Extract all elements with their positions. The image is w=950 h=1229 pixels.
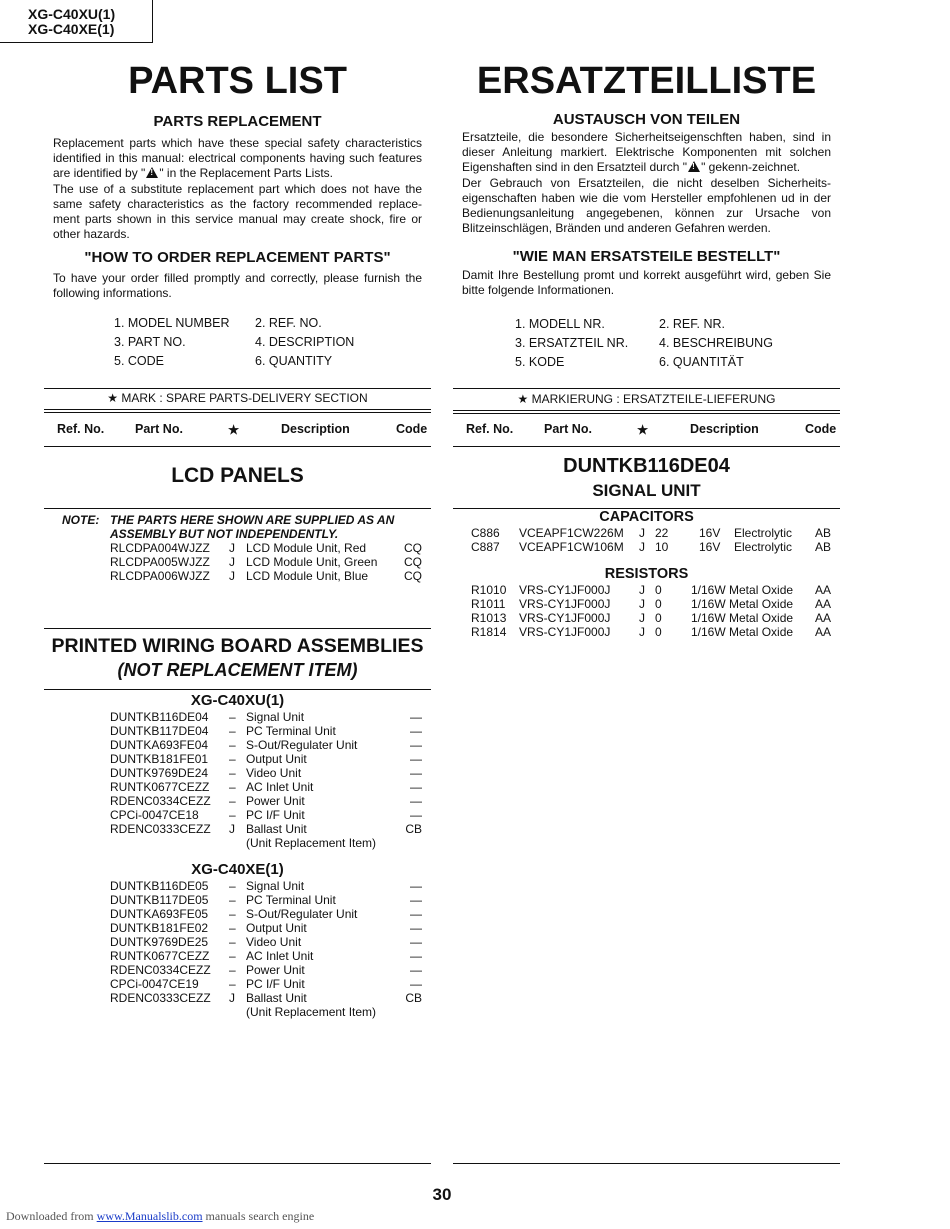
part-number: VCEAPF1CW106M xyxy=(519,540,624,554)
mark-column: – xyxy=(229,893,236,907)
description: Signal Unit xyxy=(246,879,305,893)
page-title-en: PARTS LIST xyxy=(128,60,347,102)
description: Power Unit xyxy=(246,963,305,977)
mark-column: – xyxy=(229,977,236,991)
mark-column: – xyxy=(229,963,236,977)
divider xyxy=(453,413,840,414)
mark-column: J xyxy=(229,555,235,569)
order-item: 4. BESCHREIBUNG xyxy=(659,336,773,350)
part-number: DUNTK9769DE25 xyxy=(110,935,209,949)
code: — xyxy=(410,780,422,794)
mark-column: – xyxy=(229,949,236,963)
austausch-p1-end: " gekenn-zeichnet. xyxy=(701,160,801,175)
part-number: DUNTKB181FE02 xyxy=(110,921,209,935)
description: 1/16W Metal Oxide xyxy=(691,583,794,597)
code: — xyxy=(410,921,422,935)
pwb-part-row xyxy=(44,893,431,907)
pwb-group-model-xu: XG-C40XU(1) xyxy=(190,692,285,709)
pwb-part-row xyxy=(44,949,431,963)
lcd-panels-title: LCD PANELS xyxy=(171,464,304,487)
pwb-part-row xyxy=(44,752,431,766)
wie-man-bestellt-text: Damit Ihre Bestellung promt und korrekt ausgeführt wird, geben Sie bitte folgende Informationen. xyxy=(462,268,831,298)
value: 0 xyxy=(655,611,662,625)
ersatzteile-mark-note: ★ MARKIERUNG : ERSATZTEILE-LIEFERUNG xyxy=(517,392,776,406)
part-number: DUNTKB117DE04 xyxy=(110,724,209,738)
mark-column: J xyxy=(639,540,645,554)
code: — xyxy=(410,949,422,963)
order-item: 2. REF. NO. xyxy=(255,316,322,330)
pwb-part-row xyxy=(44,794,431,808)
code: — xyxy=(410,738,422,752)
order-item: 1. MODELL NR. xyxy=(515,317,605,331)
bottom-rule-left xyxy=(44,1163,431,1164)
description: AC Inlet Unit xyxy=(246,780,314,794)
mark-column: – xyxy=(229,710,236,724)
pwb-part-row xyxy=(44,808,431,822)
lcd-note xyxy=(62,513,422,541)
model-number-box xyxy=(0,0,153,43)
divider xyxy=(453,446,840,447)
description: Power Unit xyxy=(246,794,305,808)
mark-column: – xyxy=(229,724,236,738)
part-number: RDENC0334CEZZ xyxy=(110,963,211,977)
code: AA xyxy=(814,611,831,625)
mark-column: J xyxy=(639,583,645,597)
description: AC Inlet Unit xyxy=(246,949,314,963)
order-item: 6. QUANTITÄT xyxy=(659,355,744,369)
pwb-part-row xyxy=(44,921,431,935)
part-number: DUNTKB116DE05 xyxy=(110,879,209,893)
mark-column: J xyxy=(229,541,235,555)
lcd-part-row xyxy=(44,569,431,583)
code: — xyxy=(410,766,422,780)
column-header-code: Code xyxy=(805,422,837,436)
pwb-part-row xyxy=(44,836,431,850)
mark-column: – xyxy=(229,935,236,949)
code: — xyxy=(410,752,422,766)
mark-column: – xyxy=(229,921,236,935)
parts-replacement-text xyxy=(53,136,422,242)
part-number: CPCi-0047CE18 xyxy=(110,808,199,822)
description: Output Unit xyxy=(246,752,307,766)
divider xyxy=(44,628,431,629)
part-number: VCEAPF1CW226M xyxy=(519,526,624,540)
divider xyxy=(44,409,431,410)
capacitor-row xyxy=(453,526,840,540)
pwb-parts-list-xe xyxy=(44,879,431,1019)
page-number: 30 xyxy=(432,1185,452,1204)
replacement-p1-end: " in the Replacement Parts Lists. xyxy=(159,166,333,181)
part-number: VRS-CY1JF000J xyxy=(519,597,611,611)
ref-number: C886 xyxy=(471,526,500,540)
signal-unit-part-number: DUNTKB116DE04 xyxy=(563,455,730,477)
spare-parts-mark-note: ★ MARK : SPARE PARTS-DELIVERY SECTION xyxy=(107,391,368,405)
ref-number: C887 xyxy=(471,540,500,554)
code: — xyxy=(410,879,422,893)
download-footer xyxy=(6,1209,314,1224)
divider xyxy=(44,388,431,389)
pwb-part-row xyxy=(44,766,431,780)
replacement-p2: The use of a substitute replacement part which does not have the same safety characteristics as the factory recommended replace-ment parts shown in this service manual may create shock, fire or other hazards. xyxy=(53,181,422,242)
resistor-row xyxy=(453,611,840,625)
pwb-part-row xyxy=(44,738,431,752)
description: PC Terminal Unit xyxy=(246,893,336,907)
mark-column: – xyxy=(229,738,236,752)
pwb-part-row xyxy=(44,907,431,921)
pwb-parts-list-xu xyxy=(44,710,431,850)
code: CQ xyxy=(404,555,422,569)
description: (Unit Replacement Item) xyxy=(246,836,377,850)
order-item: 3. ERSATZTEIL NR. xyxy=(515,336,629,350)
divider xyxy=(44,689,431,690)
pwb-part-row xyxy=(44,1005,431,1019)
ref-number: R1013 xyxy=(471,611,507,625)
lcd-part-row xyxy=(44,541,431,555)
order-item: 5. CODE xyxy=(114,354,165,368)
column-header-part: Part No. xyxy=(135,422,183,436)
resistor-row xyxy=(453,625,840,639)
column-header-row-de xyxy=(453,422,840,438)
mark-column: – xyxy=(229,752,236,766)
part-number: DUNTKA693FE05 xyxy=(110,907,209,921)
capacitors-list xyxy=(453,526,840,554)
part-number: VRS-CY1JF000J xyxy=(519,625,611,639)
part-number: RUNTK0677CEZZ xyxy=(110,949,210,963)
order-item: 1. MODEL NUMBER xyxy=(114,316,230,330)
code: CQ xyxy=(404,541,422,555)
lcd-part-row xyxy=(44,555,431,569)
austausch-heading: AUSTAUSCH VON TEILEN xyxy=(552,111,741,128)
divider xyxy=(44,412,431,413)
order-item: 3. PART NO. xyxy=(114,335,186,349)
mark-column: J xyxy=(229,822,235,836)
capacitors-heading: CAPACITORS xyxy=(599,509,694,525)
mark-column: – xyxy=(229,780,236,794)
pwb-part-row xyxy=(44,822,431,836)
code: — xyxy=(410,977,422,991)
description: (Unit Replacement Item) xyxy=(246,1005,377,1019)
part-number: CPCi-0047CE19 xyxy=(110,977,199,991)
order-info-list xyxy=(114,314,414,374)
code: CB xyxy=(405,991,422,1005)
part-number: DUNTK9769DE24 xyxy=(110,766,209,780)
column-header-star: ★ xyxy=(637,423,649,437)
manualslib-link[interactable]: www.Manualslib.com xyxy=(96,1209,203,1223)
mark-column: J xyxy=(639,526,645,540)
mark-column: – xyxy=(229,766,236,780)
capacitor-row xyxy=(453,540,840,554)
part-number: RUNTK0677CEZZ xyxy=(110,780,210,794)
column-header-ref: Ref. No. xyxy=(57,422,105,436)
description: LCD Module Unit, Green xyxy=(246,555,378,569)
austausch-p2: Der Gebrauch von Ersatzteilen, die nicht deselben Sicherheits-eigenschaften haben wie die vom Hersteller empfohlenen ud in der Bedienungsanleitung angegebenen, können zur Ursache von Blitzeinschlägen, Bränden und anderen Gefahren werden. xyxy=(462,175,831,236)
column-header-star: ★ xyxy=(228,423,240,437)
part-number: RDENC0334CEZZ xyxy=(110,794,211,808)
description: 1/16W Metal Oxide xyxy=(691,597,794,611)
part-number: RDENC0333CEZZ xyxy=(110,822,211,836)
voltage: 16V xyxy=(699,540,721,554)
code: CQ xyxy=(404,569,422,583)
pwb-part-row xyxy=(44,710,431,724)
code: — xyxy=(410,724,422,738)
description: Output Unit xyxy=(246,921,307,935)
column-header-ref: Ref. No. xyxy=(466,422,514,436)
value: 22 xyxy=(655,526,669,540)
resistor-row xyxy=(453,583,840,597)
austausch-p1-start: Ersatzteile, die besondere Sicherheitseigenschften haben, sind in dieser Anleitung markiert. Elektrische Komponenten mit solchen Eigenshaften sind in den Ersatzteil durch " xyxy=(462,130,831,175)
warning-triangle-icon xyxy=(146,167,158,178)
wie-man-bestellt-heading: "WIE MAN ERSATSTEILE BESTELLT" xyxy=(512,248,781,265)
mark-column: J xyxy=(639,625,645,639)
pwb-part-row xyxy=(44,963,431,977)
pwb-part-row xyxy=(44,935,431,949)
code: AB xyxy=(814,540,831,554)
pwb-part-row xyxy=(44,879,431,893)
description: S-Out/Regulater Unit xyxy=(246,907,358,921)
model-number-xe: XG-C40XE(1) xyxy=(28,21,115,37)
mark-column: – xyxy=(229,794,236,808)
pwb-part-row xyxy=(44,991,431,1005)
part-number: VRS-CY1JF000J xyxy=(519,611,611,625)
value: 0 xyxy=(655,597,662,611)
order-item: 2. REF. NR. xyxy=(659,317,725,331)
note-text-line2: ASSEMBLY BUT NOT INDEPENDENTLY. xyxy=(110,527,339,541)
code: AA xyxy=(814,583,831,597)
code: AA xyxy=(814,597,831,611)
description: LCD Module Unit, Blue xyxy=(246,569,369,583)
column-header-row xyxy=(44,422,431,438)
note-text-line1: THE PARTS HERE SHOWN ARE SUPPLIED AS AN xyxy=(110,513,395,527)
part-number: RLCDPA005WJZZ xyxy=(110,555,210,569)
mark-column: – xyxy=(229,907,236,921)
order-item: 5. KODE xyxy=(515,355,565,369)
description: Video Unit xyxy=(246,766,302,780)
page-title-de: ERSATZTEILLISTE xyxy=(476,60,817,102)
order-item: 6. QUANTITY xyxy=(255,354,333,368)
description: PC I/F Unit xyxy=(246,808,305,822)
column-header-part: Part No. xyxy=(544,422,592,436)
mark-column: – xyxy=(229,808,236,822)
description: PC I/F Unit xyxy=(246,977,305,991)
column-header-description: Description xyxy=(281,422,350,436)
pwb-subtitle: (NOT REPLACEMENT ITEM) xyxy=(117,660,358,680)
code: — xyxy=(410,935,422,949)
code: — xyxy=(410,710,422,724)
how-to-order-heading: "HOW TO ORDER REPLACEMENT PARTS" xyxy=(84,249,391,266)
column-header-code: Code xyxy=(396,422,428,436)
mark-column: J xyxy=(639,611,645,625)
resistors-list xyxy=(453,583,840,639)
mark-column: J xyxy=(229,991,235,1005)
part-number: VRS-CY1JF000J xyxy=(519,583,611,597)
part-number: DUNTKB116DE04 xyxy=(110,710,209,724)
pwb-part-row xyxy=(44,780,431,794)
part-number: DUNTKB181FE01 xyxy=(110,752,209,766)
part-number: DUNTKB117DE05 xyxy=(110,893,209,907)
description: S-Out/Regulater Unit xyxy=(246,738,358,752)
description: LCD Module Unit, Red xyxy=(246,541,367,555)
pwb-part-row xyxy=(44,724,431,738)
mark-column: – xyxy=(229,879,236,893)
part-number: RDENC0333CEZZ xyxy=(110,991,211,1005)
pwb-part-row xyxy=(44,977,431,991)
code: — xyxy=(410,808,422,822)
code: AA xyxy=(814,625,831,639)
column-header-description: Description xyxy=(690,422,759,436)
divider xyxy=(453,410,840,411)
part-number: RLCDPA004WJZZ xyxy=(110,541,210,555)
order-item: 4. DESCRIPTION xyxy=(255,335,355,349)
code: — xyxy=(410,963,422,977)
resistor-row xyxy=(453,597,840,611)
value: 0 xyxy=(655,625,662,639)
description: Ballast Unit xyxy=(246,822,307,836)
code: AB xyxy=(814,526,831,540)
code: — xyxy=(410,907,422,921)
description: 1/16W Metal Oxide xyxy=(691,611,794,625)
bestell-info-list xyxy=(515,315,815,375)
part-number: RLCDPA006WJZZ xyxy=(110,569,210,583)
divider xyxy=(44,446,431,447)
austausch-text xyxy=(462,130,831,236)
mark-column: J xyxy=(229,569,235,583)
divider xyxy=(453,388,840,389)
model-number-xu: XG-C40XU(1) xyxy=(28,6,116,22)
lcd-parts-list xyxy=(44,541,431,583)
code: — xyxy=(410,794,422,808)
description: PC Terminal Unit xyxy=(246,724,336,738)
resistors-heading: RESISTORS xyxy=(604,566,689,582)
ref-number: R1814 xyxy=(471,625,507,639)
description: 1/16W Metal Oxide xyxy=(691,625,794,639)
description: Ballast Unit xyxy=(246,991,307,1005)
voltage: 16V xyxy=(699,526,721,540)
description: Electrolytic xyxy=(734,526,793,540)
description: Video Unit xyxy=(246,935,302,949)
how-to-order-text: To have your order filled promptly and correctly, please furnish the following informations. xyxy=(53,271,422,301)
bottom-rule-right xyxy=(453,1163,840,1164)
footer-prefix: Downloaded from xyxy=(6,1209,97,1223)
ref-number: R1010 xyxy=(471,583,507,597)
footer-suffix: manuals search engine xyxy=(202,1209,315,1223)
ref-number: R1011 xyxy=(471,597,506,611)
code: — xyxy=(410,893,422,907)
pwb-title: PRINTED WIRING BOARD ASSEMBLIES xyxy=(51,635,424,657)
value: 10 xyxy=(655,540,669,554)
value: 0 xyxy=(655,583,662,597)
warning-triangle-icon xyxy=(688,161,700,172)
description: Signal Unit xyxy=(246,710,305,724)
description: Electrolytic xyxy=(734,540,793,554)
signal-unit-title: SIGNAL UNIT xyxy=(592,481,701,500)
mark-column: J xyxy=(639,597,645,611)
pwb-group-model-xe: XG-C40XE(1) xyxy=(191,861,284,878)
part-number: DUNTKA693FE04 xyxy=(110,738,209,752)
replacement-p1-start: Replacement parts which have these special safety characteristics identified in this manual: electrical components having such features are identified by " xyxy=(53,136,422,181)
divider xyxy=(44,508,431,509)
code: CB xyxy=(405,822,422,836)
parts-replacement-heading: PARTS REPLACEMENT xyxy=(153,113,322,130)
note-label: NOTE: xyxy=(62,513,100,527)
